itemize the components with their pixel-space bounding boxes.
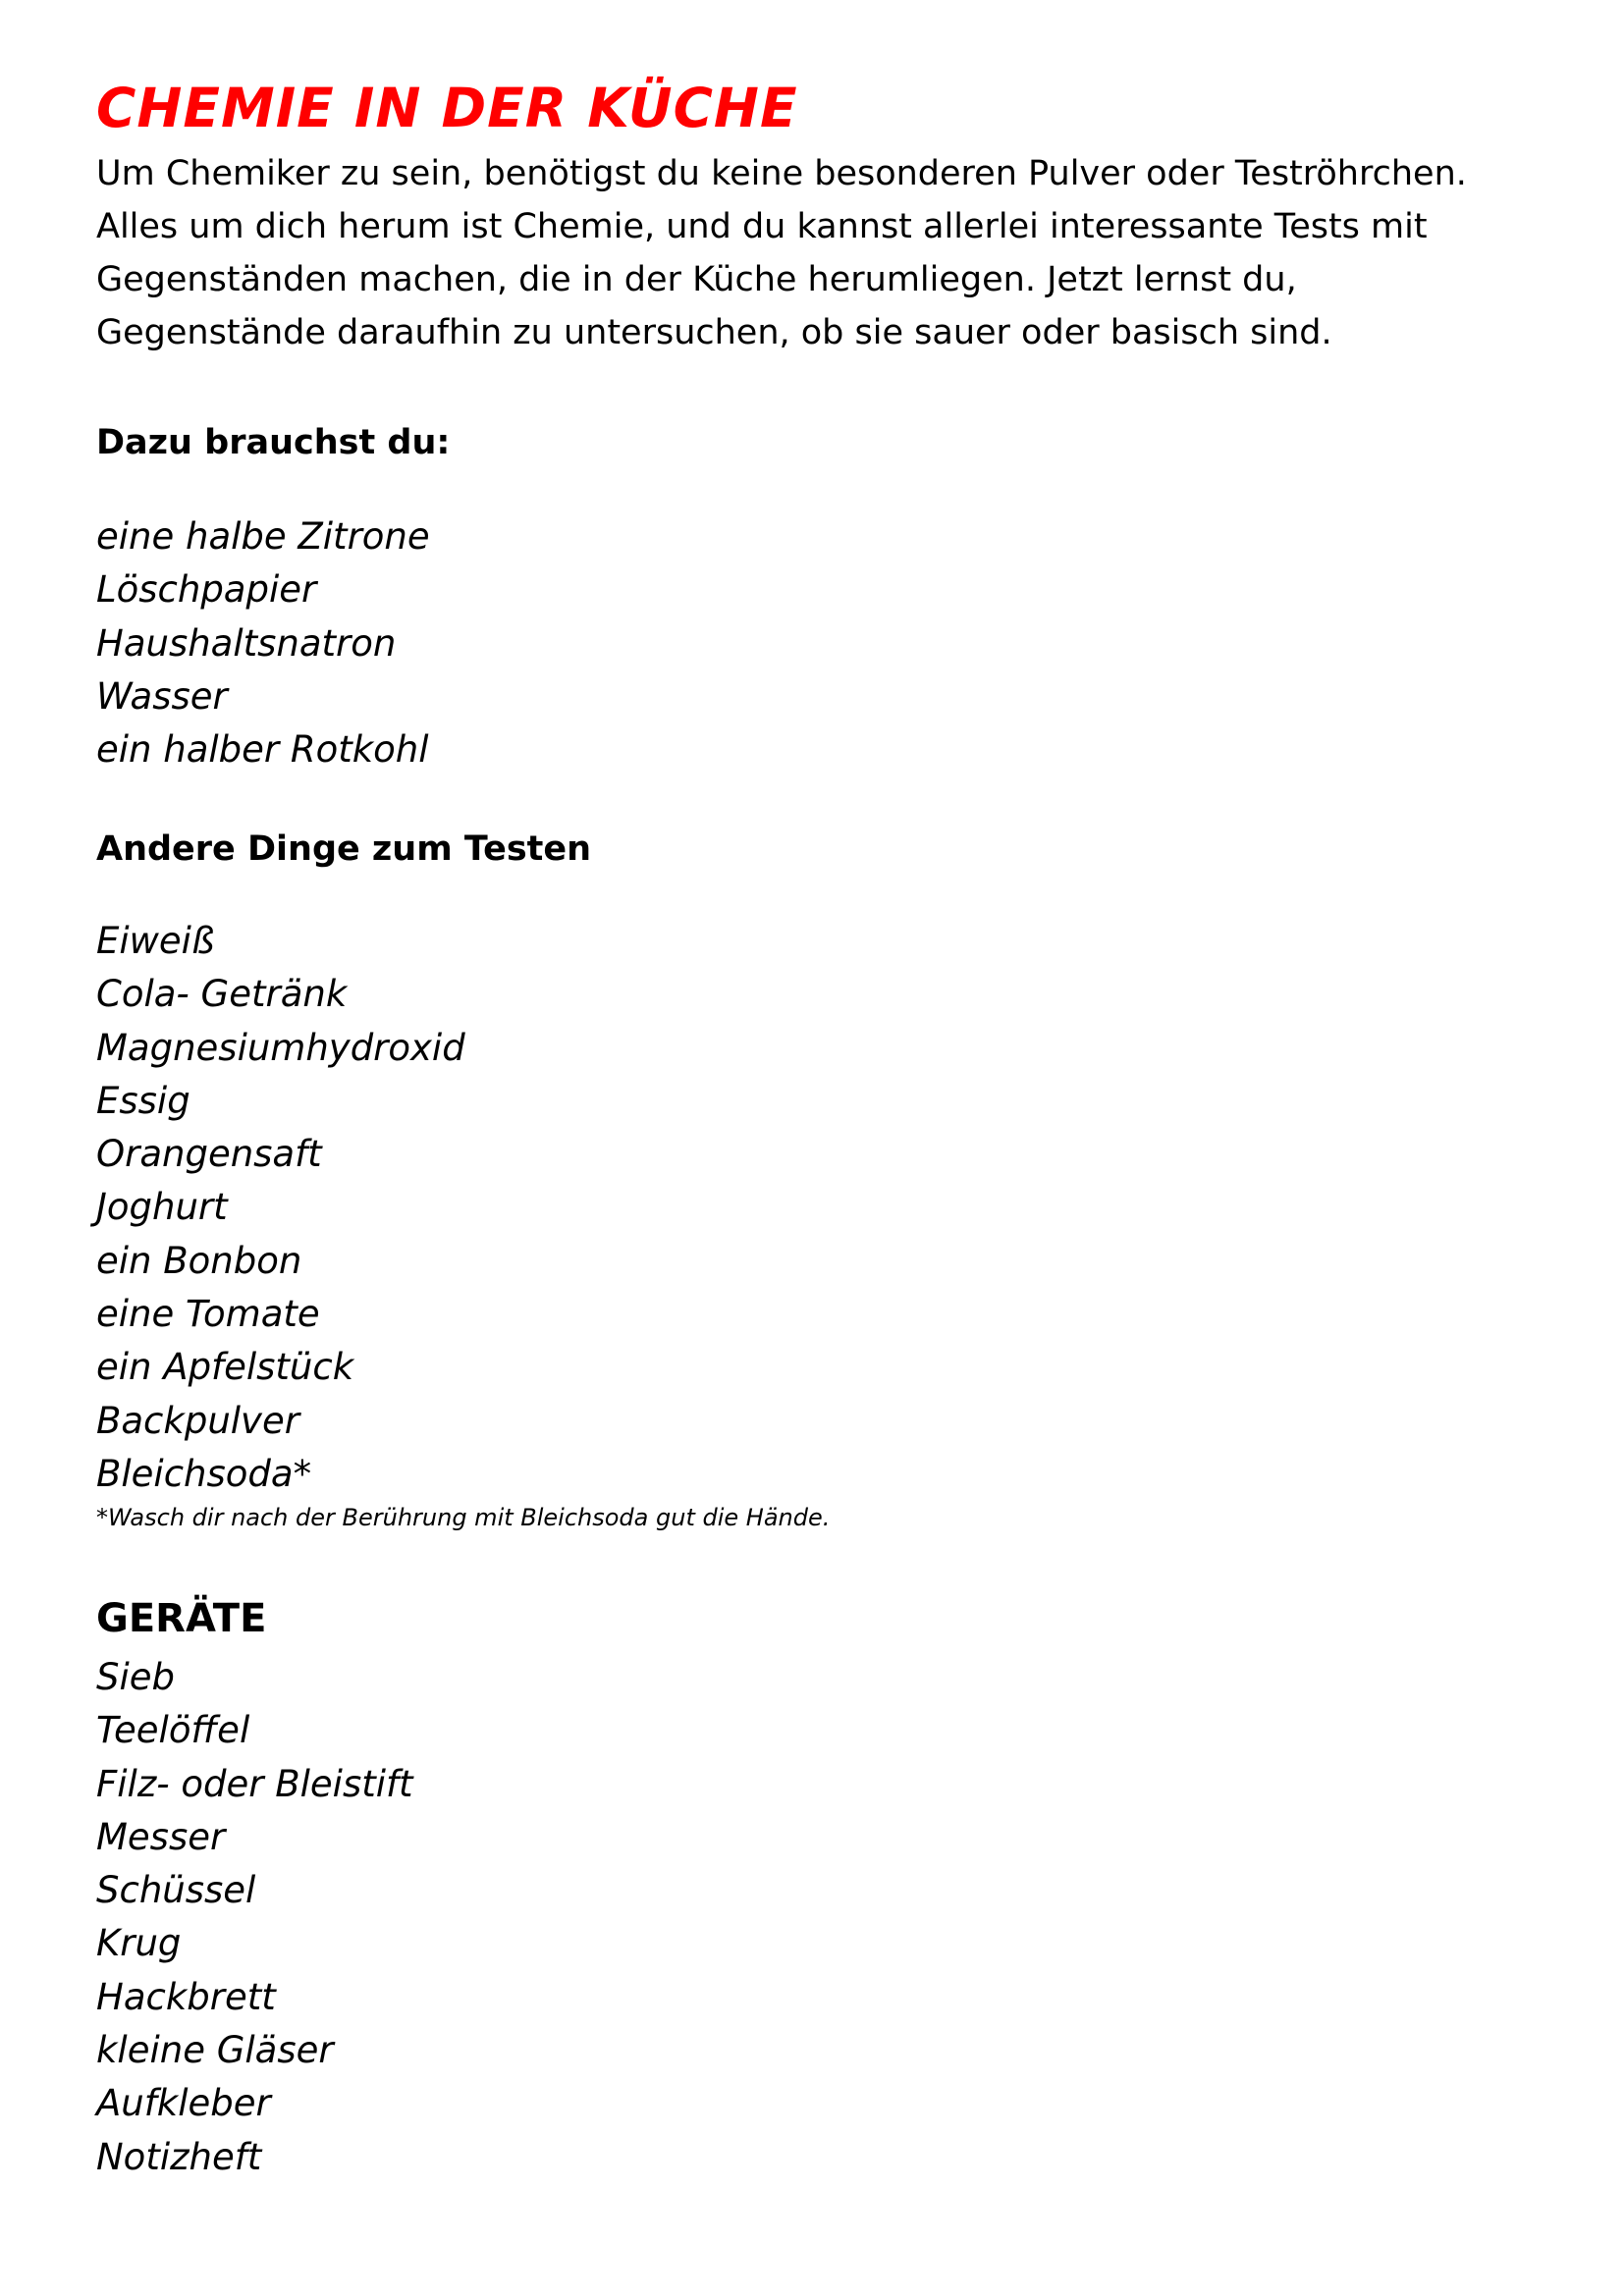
list-item: Filz- oder Bleistift [96,1762,413,1805]
list-item: Joghurt [96,1186,228,1229]
list-item: Schüssel [96,1869,256,1912]
list-item: Magnesiumhydroxid [96,1026,465,1069]
list-item: Wasser [96,674,228,718]
intro-line: Gegenständen machen, die in der Küche herumliegen. Jetzt lernst du, [96,260,1297,299]
list-item: Haushaltsnatron [96,621,397,665]
list-item: ein Apfelstück [96,1346,354,1389]
list-item: ein Bonbon [96,1239,302,1282]
list-item: Cola- Getränk [96,973,348,1016]
list-item: Essig [96,1079,190,1122]
list-item: Löschpapier [96,568,317,612]
test-items-heading: Andere Dinge zum Testen [96,829,592,869]
page-title: CHEMIE IN DER KÜCHE [96,77,798,139]
list-item: Orangensaft [96,1133,322,1176]
list-item: Notizheft [96,2135,262,2178]
intro-line: Um Chemiker zu sein, benötigst du keine besonderen Pulver oder Teströhrchen. [96,154,1467,193]
footnote: *Wasch dir nach der Berührung mit Bleichsoda gut die Hände. [96,1504,831,1531]
equipment-list [96,1651,413,2184]
list-item: kleine Gläser [96,2029,334,2072]
intro-paragraph [96,147,1569,359]
intro-line: Gegenstände daraufhin zu untersuchen, ob sie sauer oder basisch sind. [96,313,1332,352]
list-item: eine Tomate [96,1293,320,1336]
list-item: Bleichsoda* [96,1452,312,1495]
intro-line: Alles um dich herum ist Chemie, und du kannst allerlei interessante Tests mit [96,207,1428,246]
list-item: Hackbrett [96,1975,276,2018]
list-item: ein halber Rotkohl [96,728,429,772]
materials-list [96,510,430,776]
list-item: eine halbe Zitrone [96,515,430,558]
materials-heading: Dazu brauchst du: [96,423,451,462]
list-item: Sieb [96,1656,176,1698]
list-item: Teelöffel [96,1709,250,1752]
equipment-heading: GERÄTE [96,1596,267,1641]
list-item: Eiweiß [96,920,215,962]
list-item: Messer [96,1815,226,1858]
list-item: Aufkleber [96,2082,271,2125]
test-items-list [96,915,465,1501]
list-item: Backpulver [96,1399,299,1442]
list-item: Krug [96,1922,182,1965]
